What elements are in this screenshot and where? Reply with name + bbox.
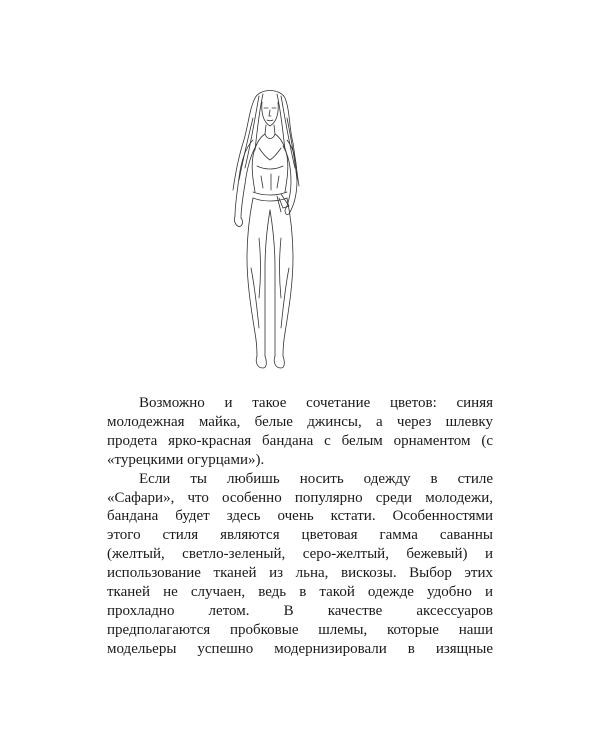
text-line: использование тканей из льна, вискозы. Выбор этих xyxy=(107,565,493,582)
text-line: «Сафари», что особенно популярно среди молодежи, xyxy=(107,489,493,506)
text-line: предполагаются пробковые шлемы, которые наши xyxy=(107,621,493,638)
text-line: бандана будет здесь очень кстати. Особенностями xyxy=(107,508,493,525)
text-line: молодежная майка, белые джинсы, а через шлевку xyxy=(107,413,493,430)
text-line: Возможно и такое сочетание цветов: синяя xyxy=(139,395,493,411)
text-line: Если ты любишь носить одежду в стиле xyxy=(139,470,493,487)
fashion-sketch-illustration xyxy=(215,88,325,370)
text-line: этого стиля являются цветовая гамма саванны xyxy=(107,527,493,544)
fashion-sketch-woman-icon xyxy=(215,88,325,370)
text-line: (желтый, светло-зеленый, серо-желтый, бежевый) и xyxy=(107,546,493,563)
text-line: «турецкими огурцами»). xyxy=(107,451,265,468)
text-line: прохладно летом. В качестве аксессуаров xyxy=(107,602,493,619)
body-text xyxy=(107,394,493,659)
text-line: модельеры успешно модернизировали в изящные xyxy=(107,640,493,657)
text-line: тканей не случаен, ведь в такой одежде удобно и xyxy=(107,584,493,601)
paragraph-2 xyxy=(107,470,493,659)
text-line: продета ярко-красная бандана с белым орнаментом (с xyxy=(107,432,493,449)
paragraph-1 xyxy=(107,394,493,470)
